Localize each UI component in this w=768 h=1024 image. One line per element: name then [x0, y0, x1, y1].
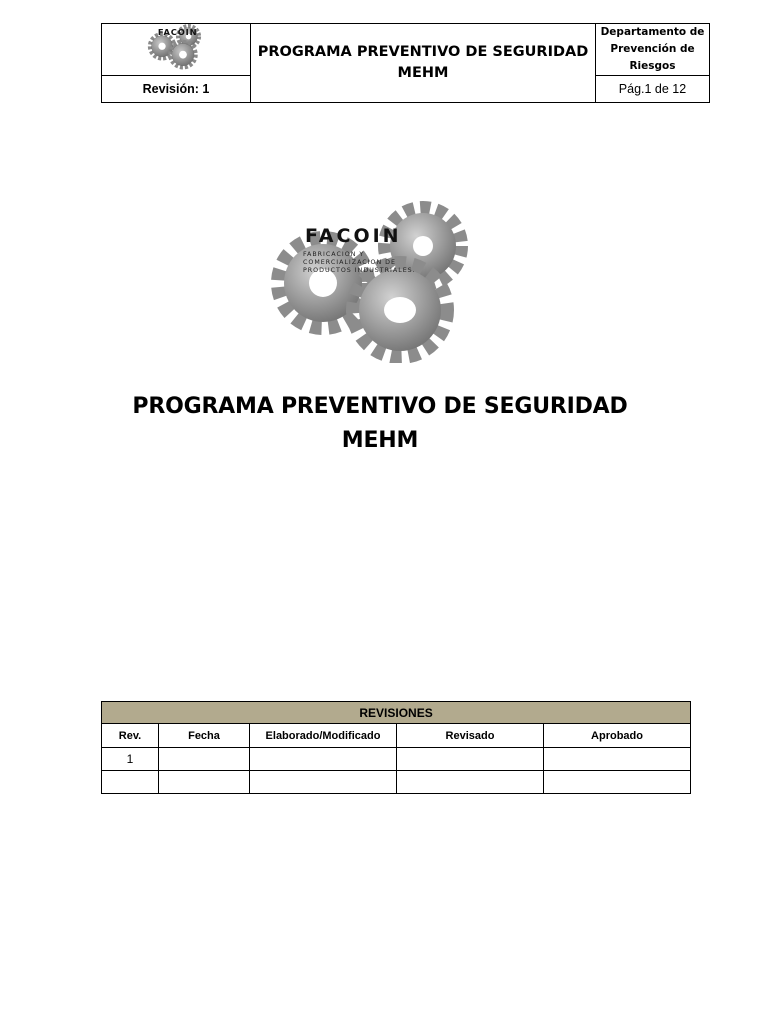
cover-title-line1: PROGRAMA PREVENTIVO DE SEGURIDAD: [132, 394, 628, 419]
gear-icon: [353, 263, 447, 357]
dept-line2: Prevención de: [610, 43, 695, 55]
table-cell: [250, 771, 397, 794]
column-header: Elaborado/Modificado: [250, 724, 397, 748]
column-header: Aprobado: [544, 724, 691, 748]
header-title-line1: PROGRAMA PREVENTIVO DE SEGURIDAD: [257, 44, 589, 60]
table-cell: [397, 771, 544, 794]
column-header: Fecha: [159, 724, 250, 748]
column-header: Revisado: [397, 724, 544, 748]
header-title: [251, 24, 596, 103]
table-row: [102, 771, 691, 794]
logo-tagline-line2: COMERCIALIZACION DE: [303, 259, 397, 266]
header-revision: Revisión: 1: [102, 76, 251, 103]
dept-line3: Riesgos: [629, 60, 676, 72]
header-gears-logo-icon: [106, 24, 246, 70]
table-cell: [102, 771, 159, 794]
document-header: [101, 23, 710, 103]
revisions-table: [101, 701, 691, 794]
header-page-number: Pág.1 de 12: [596, 76, 710, 103]
table-cell: [397, 748, 544, 771]
table-cell: 1: [102, 748, 159, 771]
logo-brand-name: FACOIN: [305, 225, 402, 247]
header-logo-cell: [102, 24, 251, 76]
table-row: [102, 748, 691, 771]
column-header: Rev.: [102, 724, 159, 748]
logo-tagline-line1: FABRICACION Y: [303, 251, 365, 258]
table-cell: [250, 748, 397, 771]
logo-tagline-line3: PRODUCTOS INDUSTRIALES.: [303, 267, 416, 274]
header-title-line2: MEHM: [397, 65, 449, 81]
header-logo-text: FACOIN: [157, 27, 198, 38]
facoin-gears-logo: [255, 198, 495, 363]
table-cell: [544, 771, 691, 794]
table-cell: [159, 771, 250, 794]
dept-line1: Departamento de: [600, 26, 705, 38]
revisions-header-row: [102, 724, 691, 748]
revisions-table-title: REVISIONES: [102, 702, 691, 724]
cover-title: [100, 390, 660, 458]
table-cell: [159, 748, 250, 771]
header-department: [596, 24, 710, 76]
cover-title-line2: MEHM: [341, 428, 419, 453]
table-cell: [544, 748, 691, 771]
